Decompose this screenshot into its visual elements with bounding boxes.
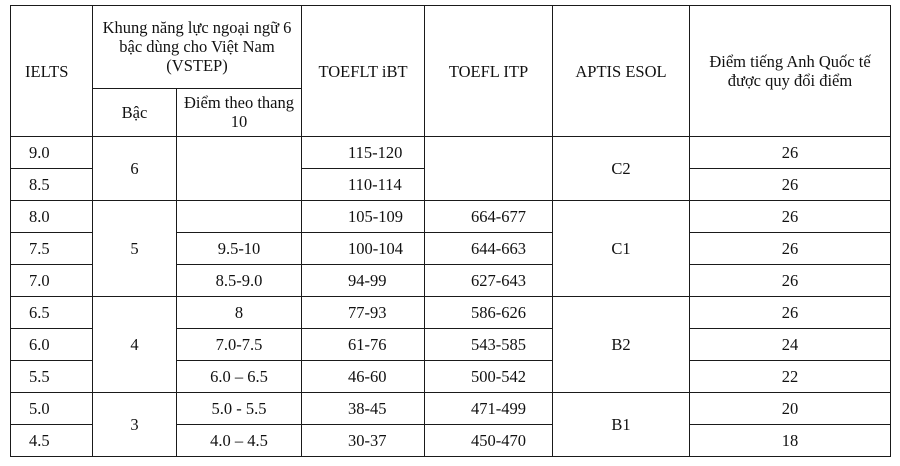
cell-aptis: B1 [553,392,690,456]
cell-toefl-itp: 627-643 [425,265,553,297]
header-vstep-score: Điểm theo thang 10 [177,88,302,137]
cell-vstep-score: 8 [177,296,302,328]
cell-vstep-level: 5 [93,201,177,297]
cell-toefl-ibt: 46-60 [302,360,425,392]
cell-vstep-level: 4 [93,296,177,392]
cell-toefl-itp: 500-542 [425,360,553,392]
cell-aptis: C1 [553,201,690,297]
cell-toefl-ibt: 115-120 [302,137,425,169]
header-aptis: APTIS ESOL [553,6,690,137]
cell-toefl-itp: 644-663 [425,233,553,265]
table-row [11,137,891,169]
cell-toefl-ibt: 38-45 [302,392,425,424]
cell-toefl-ibt: 30-37 [302,424,425,456]
cell-vstep-level: 6 [93,137,177,201]
cell-vstep-score: 7.0-7.5 [177,328,302,360]
cell-ielts: 8.0 [11,201,93,233]
cell-toefl-itp: 450-470 [425,424,553,456]
cell-toefl-ibt: 100-104 [302,233,425,265]
cell-ielts: 6.0 [11,328,93,360]
cell-ielts: 9.0 [11,137,93,169]
cell-vstep-score: 5.0 - 5.5 [177,392,302,424]
table-row [11,201,891,233]
cell-ielts: 5.0 [11,392,93,424]
table-row [11,296,891,328]
header-row [11,6,891,89]
cell-vstep-score: 8.5-9.0 [177,265,302,297]
cell-ielts: 8.5 [11,169,93,201]
cell-toefl-itp [425,137,553,201]
cell-converted-score: 24 [690,328,891,360]
cell-toefl-ibt: 77-93 [302,296,425,328]
cell-toefl-itp: 586-626 [425,296,553,328]
header-toefl-itp: TOEFL ITP [425,6,553,137]
cell-vstep-score [177,201,302,233]
cell-converted-score: 26 [690,201,891,233]
header-vstep: Khung năng lực ngoại ngữ 6 bậc dùng cho Việt Nam (VSTEP) [93,6,302,89]
cell-toefl-ibt: 94-99 [302,265,425,297]
cell-converted-score: 26 [690,265,891,297]
cell-converted-score: 26 [690,233,891,265]
cell-vstep-score: 9.5-10 [177,233,302,265]
cell-toefl-ibt: 110-114 [302,169,425,201]
cell-converted-score: 26 [690,169,891,201]
cell-converted-score: 26 [690,137,891,169]
cell-vstep-score [177,137,302,201]
cell-toefl-itp: 664-677 [425,201,553,233]
table-row [11,392,891,424]
cell-converted-score: 26 [690,296,891,328]
cell-toefl-ibt: 105-109 [302,201,425,233]
cell-vstep-score: 6.0 – 6.5 [177,360,302,392]
cell-converted-score: 20 [690,392,891,424]
score-conversion-table [10,5,891,457]
cell-toefl-itp: 543-585 [425,328,553,360]
cell-ielts: 4.5 [11,424,93,456]
cell-ielts: 6.5 [11,296,93,328]
header-toefl-ibt: TOEFLT iBT [302,6,425,137]
cell-converted-score: 18 [690,424,891,456]
cell-ielts: 7.0 [11,265,93,297]
cell-vstep-score: 4.0 – 4.5 [177,424,302,456]
cell-toefl-itp: 471-499 [425,392,553,424]
cell-toefl-ibt: 61-76 [302,328,425,360]
cell-ielts: 7.5 [11,233,93,265]
cell-vstep-level: 3 [93,392,177,456]
cell-converted-score: 22 [690,360,891,392]
cell-aptis: C2 [553,137,690,201]
cell-ielts: 5.5 [11,360,93,392]
cell-aptis: B2 [553,296,690,392]
header-converted-score: Điểm tiếng Anh Quốc tế được quy đổi điểm [690,6,891,137]
header-ielts: IELTS [11,6,93,137]
header-vstep-level: Bậc [93,88,177,137]
